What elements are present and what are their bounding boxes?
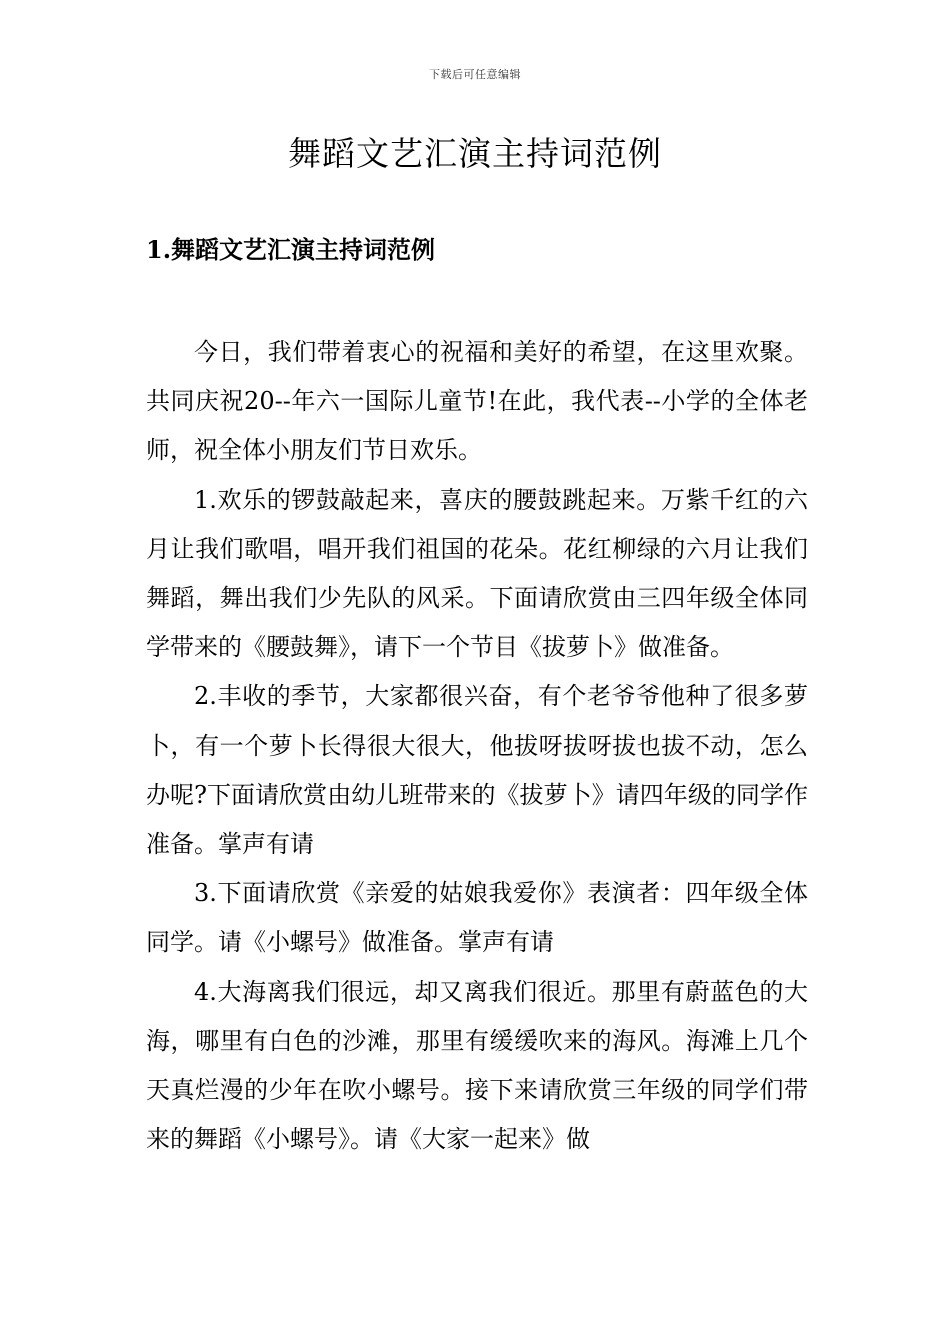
header-note: 下载后可任意编辑 xyxy=(429,68,521,81)
section-heading: 1.舞蹈文艺汇演主持词范例 xyxy=(146,235,436,264)
paragraph-item-4: 4.大海离我们很远，却又离我们很近。那里有蔚蓝色的大海，哪里有白色的沙滩，那里有缓缓吹来的海风。海滩上几个天真烂漫的少年在吹小螺号。接下来请欣赏三年级的同学们带来的舞蹈《小螺号》。请《大家一起来》做 xyxy=(146,977,808,1154)
paragraph-item-3: 3.下面请欣赏《亲爱的姑娘我爱你》表演者：四年级全体同学。请《小螺号》做准备。掌声有请 xyxy=(146,879,808,957)
document-body xyxy=(146,328,808,1164)
paragraph-item-2: 2.丰收的季节，大家都很兴奋，有个老爷爷他种了很多萝卜，有一个萝卜长得很大很大，他拔呀拔呀拔也拔不动，怎么办呢?下面请欣赏由幼儿班带来的《拔萝卜》请四年级的同学作准备。掌声有请 xyxy=(146,682,808,859)
paragraph-item-1: 1.欢乐的锣鼓敲起来，喜庆的腰鼓跳起来。万紫千红的六月让我们歌唱，唱开我们祖国的花朵。花红柳绿的六月让我们舞蹈，舞出我们少先队的风采。下面请欣赏由三四年级全体同学带来的《腰鼓舞》，请下一个节目《拔萝卜》做准备。 xyxy=(146,485,808,662)
paragraph-intro: 今日，我们带着衷心的祝福和美好的希望，在这里欢聚。共同庆祝20--年六一国际儿童节!在此，我代表--小学的全体老师，祝全体小朋友们节日欢乐。 xyxy=(146,338,808,465)
document-title: 舞蹈文艺汇演主持词范例 xyxy=(288,134,662,173)
